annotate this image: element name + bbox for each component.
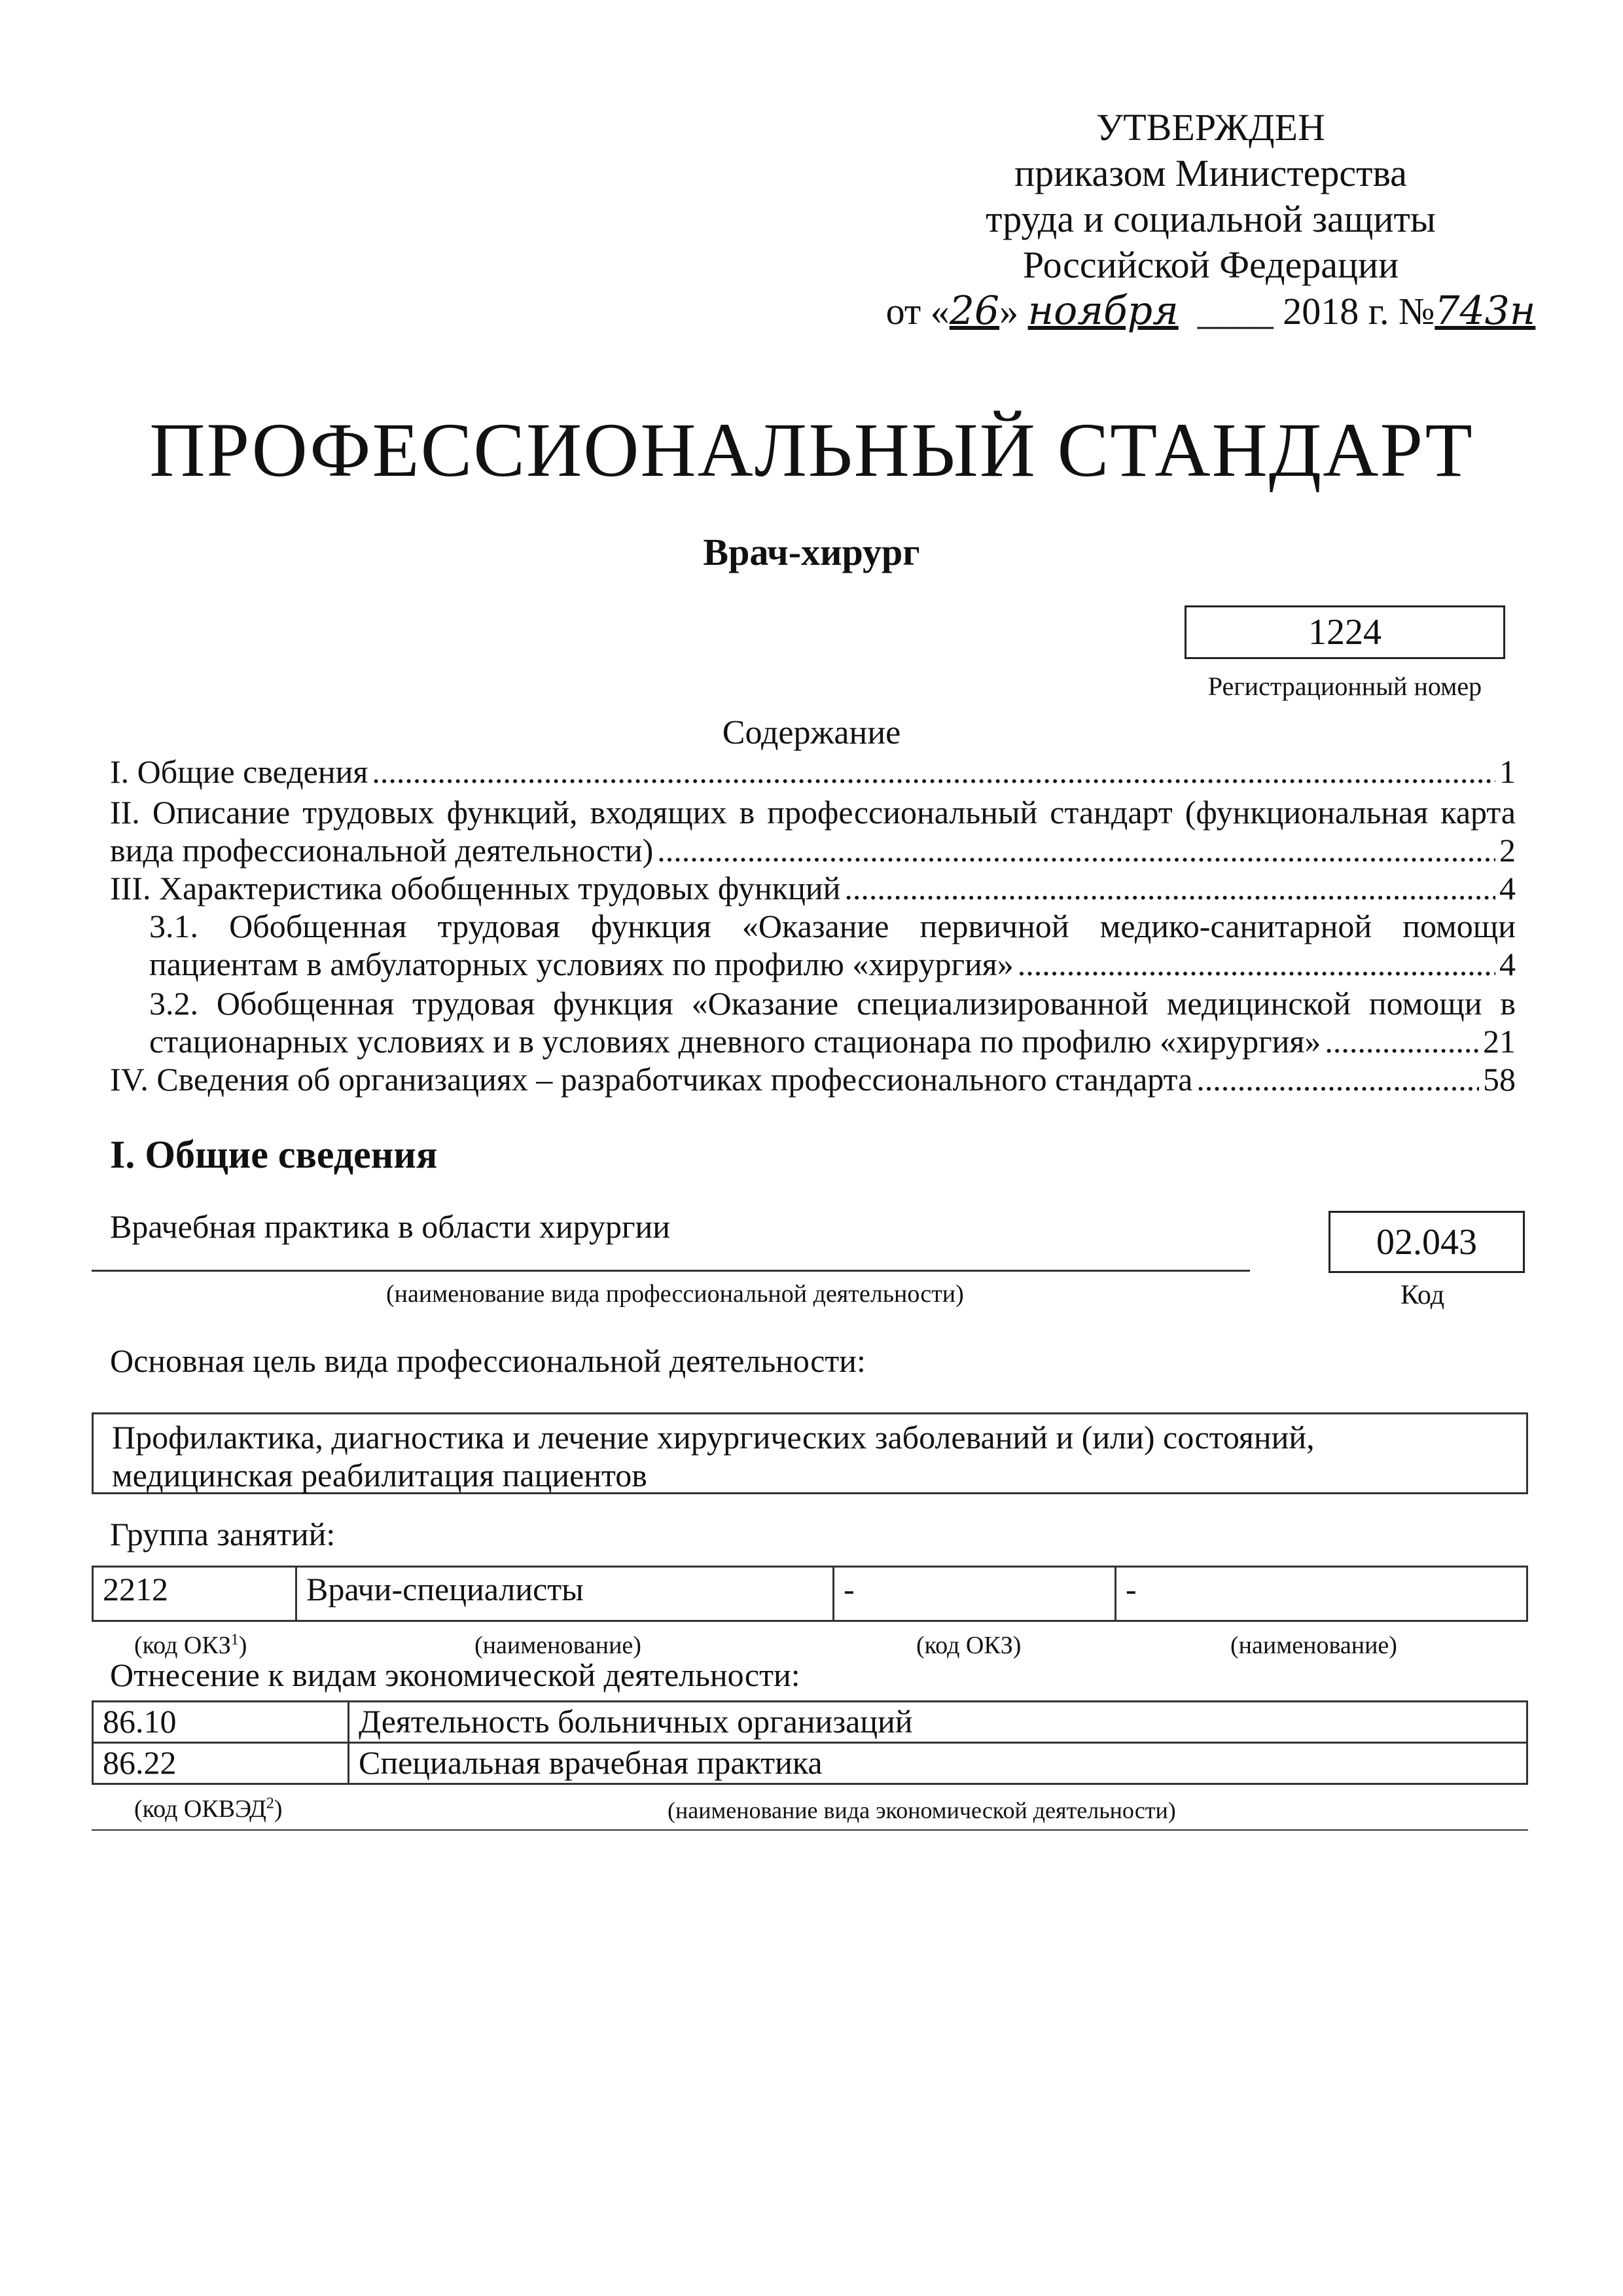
okz-code-caption: (код ОКЗ$^1$): [134, 1631, 247, 1659]
toc-title: Содержание: [722, 714, 901, 751]
okz-name-caption-2: (наименование): [1230, 1632, 1397, 1659]
toc-item-1: I. Общие сведения ..... 1: [110, 751, 1516, 792]
toc-item-4-line1: 3.1. Обобщенная трудовая функция «Оказание первичной медико-санитарной помощи: [149, 908, 1516, 944]
okz-code-cell-2: -: [834, 1567, 1116, 1621]
bottom-rule: [92, 1829, 1528, 1831]
toc-item-4: пациентам в амбулаторных условиях по профилю «хирургия» ..... 4: [149, 944, 1516, 984]
toc-item-2-line1: II. Описание трудовых функций, входящих в профессиональный стандарт (функциональная карта: [110, 794, 1516, 831]
table-row: [93, 1702, 1527, 1743]
code-caption: Код: [1400, 1280, 1445, 1310]
activity-name: Врачебная практика в области хирургии: [110, 1208, 671, 1245]
date-mid: »: [999, 290, 1019, 332]
econ-label: Отнесение к видам экономической деятельности:: [110, 1657, 800, 1693]
date-year: 2018 г. №: [1283, 290, 1435, 332]
goal-line-2: медицинская реабилитация пациентов: [112, 1457, 647, 1494]
activity-caption: (наименование вида профессиональной деятельности): [386, 1280, 964, 1308]
okz-name-cell: Врачи-специалисты: [296, 1567, 834, 1621]
handwritten-number: 743н: [1435, 288, 1536, 334]
group-label: Группа занятий:: [110, 1516, 336, 1552]
okz-code-cell: 2212: [93, 1567, 296, 1621]
goal-label: Основная цель вида профессиональной деятельности:: [110, 1342, 866, 1379]
okz-code-caption-2: (код ОКЗ): [916, 1632, 1022, 1659]
approval-line-4: Российской Федерации: [1022, 243, 1399, 286]
table-row: [93, 1567, 1527, 1621]
approval-block: [870, 105, 1551, 340]
handwritten-day: 26: [949, 288, 1000, 334]
approval-date-line: от «26» ноября ____ 2018 г. №743н: [885, 288, 1536, 334]
goal-line-1: Профилактика, диагностика и лечение хирургических заболеваний и (или) состояний,: [112, 1419, 1315, 1456]
okved-code-cell: 86.10: [93, 1702, 349, 1743]
reg-number-label: Регистрационный номер: [1207, 672, 1482, 701]
approval-line-2: приказом Министерства: [1014, 152, 1407, 194]
goal-box: [92, 1412, 1528, 1494]
document-subtitle: Врач-хирург: [703, 531, 920, 573]
okz-name-cell-2: -: [1116, 1567, 1527, 1621]
section-heading: I. Общие сведения: [110, 1133, 438, 1176]
document-title: ПРОФЕССИОНАЛЬНЫЙ СТАНДАРТ: [149, 407, 1474, 493]
table-row: [93, 1743, 1527, 1784]
okved-name-caption: (наименование вида экономической деятельности): [668, 1797, 1176, 1823]
reg-number-box: 1224: [1185, 605, 1505, 659]
okved-name-cell: Специальная врачебная практика: [349, 1743, 1527, 1784]
toc-item-3: III. Характеристика обобщенных трудовых функций ..... 4: [110, 868, 1516, 908]
toc-item-2: вида профессиональной деятельности) ..... 2: [110, 830, 1516, 870]
toc-item-5: стационарных условиях и в условиях дневного стационара по профилю «хирургия» ..... 21: [149, 1021, 1516, 1062]
approval-line-3: труда и социальной защиты: [986, 198, 1436, 240]
toc-item-6: IV. Сведения об организациях – разработчиках профессионального стандарта ..... 58: [110, 1059, 1516, 1100]
handwritten-month: ноября: [1027, 288, 1179, 334]
activity-code-box: 02.043: [1329, 1211, 1525, 1273]
activity-underline: [92, 1270, 1250, 1272]
approval-line-1: УТВЕРЖДЕН: [1096, 106, 1325, 149]
occupation-group-table: [92, 1566, 1528, 1622]
okved-code-cell: 86.22: [93, 1743, 349, 1784]
date-prefix: от «: [885, 290, 950, 332]
okved-name-cell: Деятельность больничных организаций: [349, 1702, 1527, 1743]
toc-item-5-line1: 3.2. Обобщенная трудовая функция «Оказание специализированной медицинской помощи в: [149, 985, 1516, 1022]
okved-code-caption: (код ОКВЭД$^2$): [134, 1795, 283, 1823]
econ-activity-table: [92, 1700, 1528, 1785]
okz-name-caption: (наименование): [474, 1632, 641, 1659]
